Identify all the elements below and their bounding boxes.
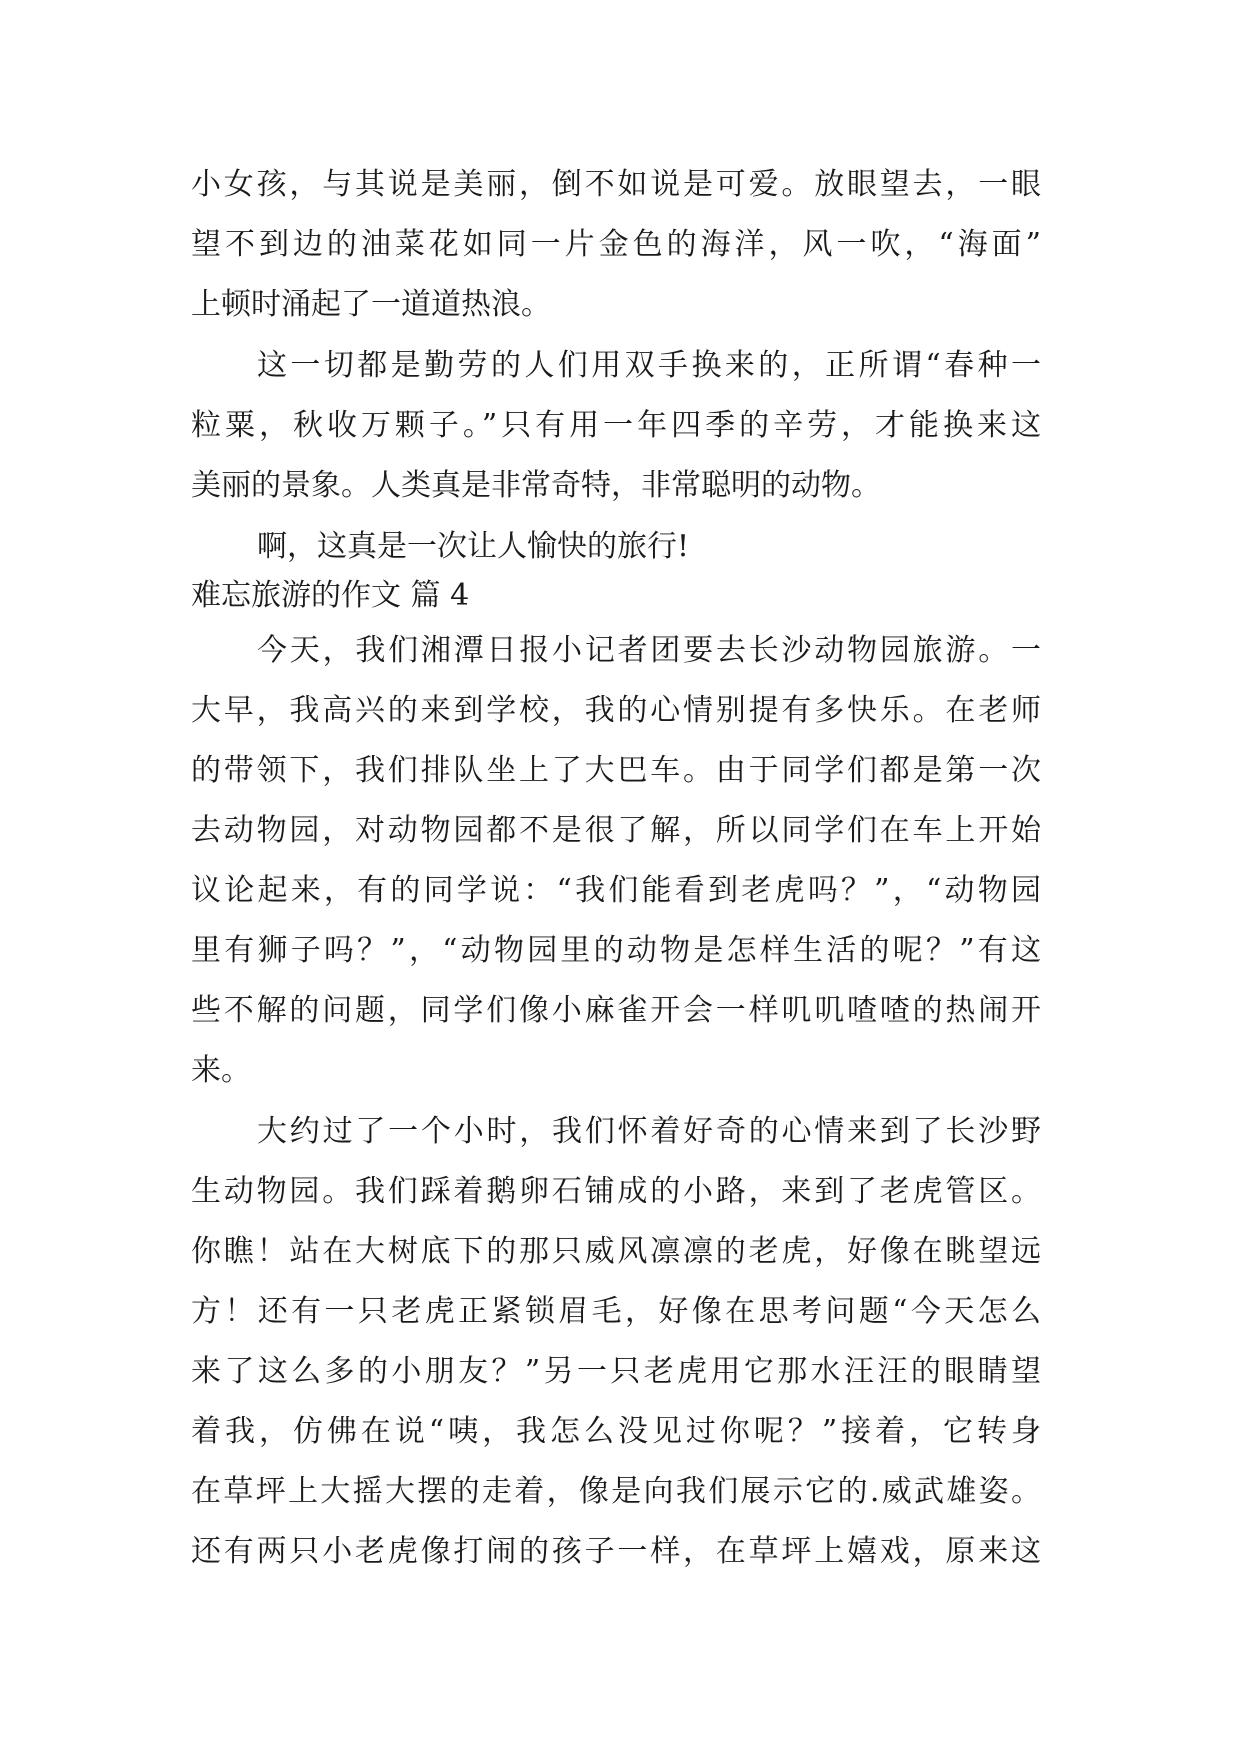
- text-line: 来了这么多的小朋友？”另一只老虎用它那水汪汪的眼睛望: [191, 1354, 1041, 1389]
- text-line: 方！还有一只老虎正紧锁眉毛，好像在思考问题“今天怎么: [191, 1294, 1041, 1329]
- text-line: 来。: [191, 1053, 251, 1088]
- text-line: 些不解的问题，同学们像小麻雀开会一样叽叽喳喳的热闹开: [191, 993, 1041, 1028]
- text-line: 生动物园。我们踩着鹅卵石铺成的小路，来到了老虎管区。: [191, 1174, 1041, 1209]
- text-line: 的带领下，我们排队坐上了大巴车。由于同学们都是第一次: [191, 753, 1041, 788]
- text-line: 还有两只小老虎像打闹的孩子一样，在草坪上嬉戏，原来这: [191, 1534, 1041, 1569]
- paragraph-first-line: 这一切都是勤劳的人们用双手换来的，正所谓“春种一: [257, 348, 1041, 383]
- text-line: 里有狮子吗？”，“动物园里的动物是怎样生活的呢？”有这: [191, 933, 1041, 968]
- paragraph-first-line: 今天，我们湘潭日报小记者团要去长沙动物园旅游。一: [257, 633, 1041, 668]
- text-line: 着我，仿佛在说“咦，我怎么没见过你呢？”接着，它转身: [191, 1414, 1041, 1449]
- text-line: 美丽的景象。人类真是非常奇特，非常聪明的动物。: [191, 468, 881, 503]
- text-line: 粒粟，秋收万颗子。”只有用一年四季的辛劳，才能换来这: [191, 408, 1041, 443]
- text-line: 上顿时涌起了一道道热浪。: [191, 287, 551, 322]
- text-line: 去动物园，对动物园都不是很了解，所以同学们在车上开始: [191, 813, 1041, 848]
- paragraph-first-line: 啊，这真是一次让人愉快的旅行!: [257, 529, 690, 564]
- paragraph-first-line: 大约过了一个小时，我们怀着好奇的心情来到了长沙野: [257, 1114, 1041, 1149]
- text-line: 在草坪上大摇大摆的走着，像是向我们展示它的.威武雄姿。: [191, 1474, 1041, 1509]
- section-heading: 难忘旅游的作文 篇 4: [191, 578, 470, 613]
- text-line: 大早，我高兴的来到学校，我的心情别提有多快乐。在老师: [191, 693, 1041, 728]
- text-line: 小女孩，与其说是美丽，倒不如说是可爱。放眼望去，一眼: [191, 167, 1041, 202]
- text-line: 议论起来，有的同学说：“我们能看到老虎吗？”，“动物园: [191, 873, 1041, 908]
- text-line: 你瞧！站在大树底下的那只威风凛凛的老虎，好像在眺望远: [191, 1234, 1041, 1269]
- text-line: 望不到边的油菜花如同一片金色的海洋，风一吹，“海面”: [191, 227, 1041, 262]
